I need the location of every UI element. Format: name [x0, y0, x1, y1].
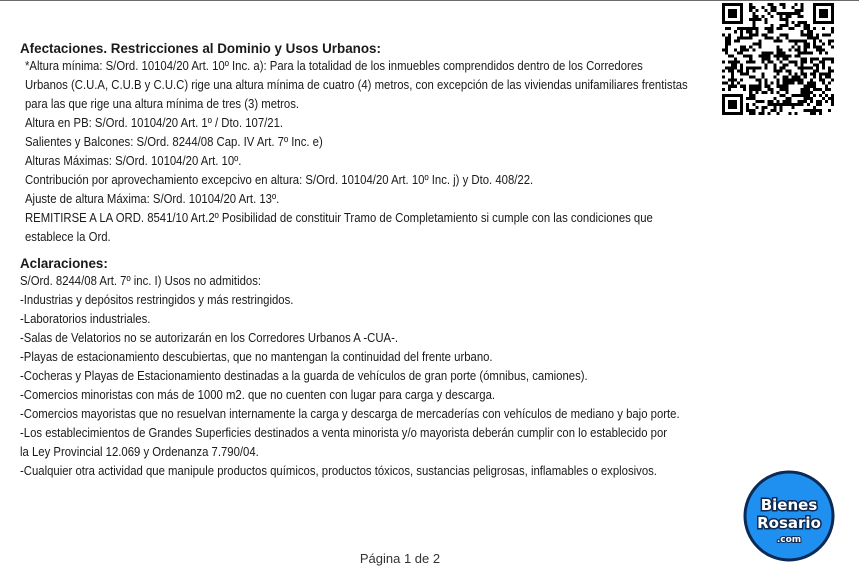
- logo-text-rosario: Rosario: [757, 514, 821, 532]
- text-line: para las que rige una altura mínima de tres (3) metros.: [25, 97, 300, 111]
- text-line: -Salas de Velatorios no se autorizarán en los Corredores Urbanos A -CUA-.: [20, 331, 399, 345]
- logo-text-com: .com: [776, 535, 802, 545]
- bienes-rosario-logo-icon: [743, 470, 835, 562]
- restrictions-lines: [20, 57, 720, 247]
- qr-code-icon: [722, 3, 834, 115]
- text-line: *Altura mínima: S/Ord. 10104/20 Art. 10º Inc. a): Para la totalidad de los inmuebles comprendidos dentro de los Corredores: [25, 59, 643, 73]
- text-line: -Los establecimientos de Grandes Superficies destinados a venta minorista y/o mayorista deberán cumplir con lo establecido por: [20, 426, 668, 440]
- text-line: -Playas de estacionamiento descubiertas, que no mantengan la continuidad del frente urbano.: [20, 350, 493, 364]
- logo-text-bienes: Bienes: [760, 496, 818, 514]
- text-line: -Cocheras y Playas de Estacionamiento destinadas a la guarda de vehículos de gran porte (ómnibus, camiones).: [20, 369, 588, 383]
- text-line: Contribución por aprovechamiento excepcivo en altura: S/Ord. 10104/20 Art. 10º Inc. j) y Dto. 408/22.: [25, 173, 534, 187]
- page-number: Página 1 de 2: [359, 551, 441, 566]
- text-line: Alturas Máximas: S/Ord. 10104/20 Art. 10º.: [25, 154, 242, 168]
- restrictions-heading: Afectaciones. Restricciones al Dominio y Usos Urbanos:: [20, 41, 381, 56]
- page-top-border: [0, 0, 859, 1]
- clarifications-lines: [20, 272, 720, 481]
- clarifications-section: [20, 255, 720, 481]
- text-line: Altura en PB: S/Ord. 10104/20 Art. 1º / Dto. 107/21.: [25, 116, 284, 130]
- restrictions-section: [20, 40, 720, 247]
- text-line: -Cualquier otra actividad que manipule productos químicos, productos tóxicos, sustancias peligrosas, inflamables o explosivos.: [20, 464, 657, 478]
- text-line: Ajuste de altura Máxima: S/Ord. 10104/20 Art. 13º.: [25, 192, 280, 206]
- text-line: Salientes y Balcones: S/Ord. 8244/08 Cap. IV Art. 7º Inc. e): [25, 135, 323, 149]
- text-line: -Comercios mayoristas que no resuelvan internamente la carga y descarga de mercaderías con vehículos de mediano y bajo porte.: [20, 407, 680, 421]
- text-line: -Laboratorios industriales.: [20, 312, 151, 326]
- text-line: -Industrias y depósitos restringidos y más restringidos.: [20, 293, 294, 307]
- text-line: establece la Ord.: [25, 230, 111, 244]
- text-line: la Ley Provincial 12.069 y Ordenanza 7.790/04.: [20, 445, 259, 459]
- text-line: Urbanos (C.U.A, C.U.B y C.U.C) rige una altura mínima de cuatro (4) metros, con excepción de las viviendas unifamiliares frentistas: [25, 78, 688, 92]
- clarifications-heading: Aclaraciones:: [20, 256, 108, 271]
- text-line: REMITIRSE A LA ORD. 8541/10 Art.2º Posibilidad de constituir Tramo de Completamiento si cumple con las condiciones que: [25, 211, 653, 225]
- text-line: -Comercios minoristas con más de 1000 m2. que no cuenten con lugar para carga y descarga.: [20, 388, 496, 402]
- text-line: S/Ord. 8244/08 Art. 7º inc. I) Usos no admitidos:: [20, 274, 262, 288]
